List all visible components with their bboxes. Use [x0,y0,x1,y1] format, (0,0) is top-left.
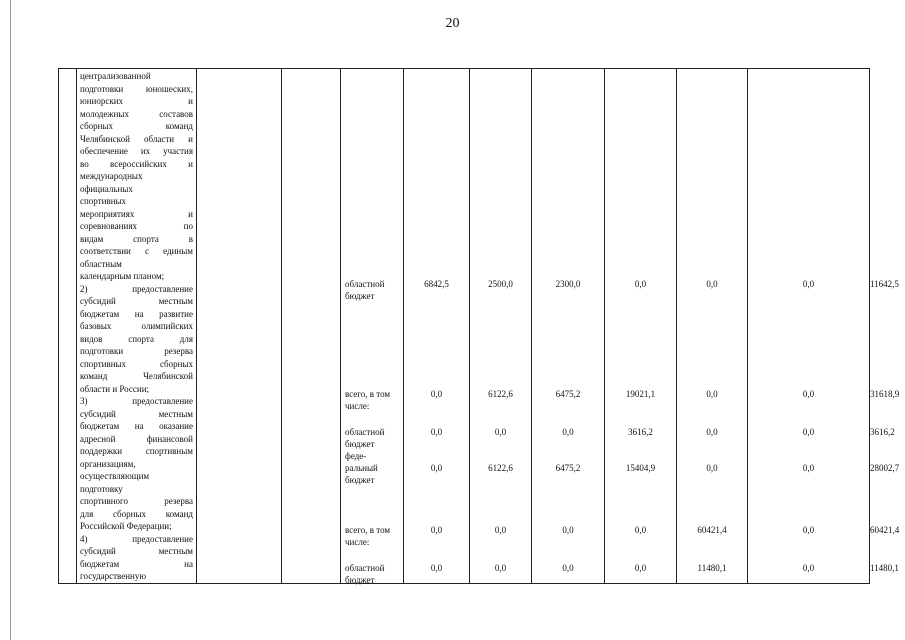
funding-value: 0,0 [634,563,647,573]
funding-value: 0,0 [802,563,815,573]
description-line: для сборных команд [80,508,193,519]
funding-value: 0,0 [494,525,507,535]
description-line: 4) предоставление [80,533,193,544]
funding-value: 28002,7 [870,463,900,473]
description-line: во всероссийских и [80,158,193,169]
left-margin-line [10,0,11,640]
value-cell-col2 [470,69,532,584]
value-cell-col4 [605,69,677,584]
funding-value: 0,0 [706,279,718,289]
funding-value: 0,0 [802,525,815,535]
funding-source-label: областной [345,279,385,289]
funding-value: 0,0 [562,525,574,535]
description-line: молодежных составов [80,108,193,119]
description-line: сборных команд [80,121,193,131]
funding-value: 11480,1 [870,563,899,573]
description-line: организациям, [80,458,136,469]
description-line: подготовки резерва [80,346,193,356]
funding-source-cell [341,69,404,584]
description-line: спортивных [80,196,127,206]
funding-value: 2500,0 [488,279,513,289]
funding-value: 19021,1 [625,389,656,399]
value-cell-col6 [748,69,870,584]
description-line: обеспечение их участия [80,146,193,156]
period-cell [282,69,341,584]
description-line: соревнованиях по [80,221,193,231]
funding-value: 6122,6 [488,389,513,399]
value-cell-col1 [404,69,470,584]
description-line: видов спорта для [80,333,193,344]
table-row [59,69,870,584]
description-line: базовых олимпийских [80,321,193,331]
funding-value: 0,0 [430,563,443,573]
description-line: команд Челябинской [80,371,193,381]
funding-source-label: феде- [345,451,367,461]
funding-value: 6475,2 [555,389,581,399]
funding-value: 0,0 [430,463,443,473]
funding-source-label: ральный [345,463,378,473]
budget-table-wrapper [58,68,900,585]
funding-value: 0,0 [706,389,718,399]
funding-value: 0,0 [634,525,647,535]
funding-value: 60421,4 [870,525,900,535]
funding-value: 15404,9 [625,463,656,473]
funding-value: 0,0 [562,427,574,437]
funding-value: 0,0 [494,563,507,573]
funding-value: 0,0 [802,427,815,437]
funding-value: 0,0 [494,427,507,437]
description-line: субсидий местным [80,296,193,306]
description-line: централизованной [80,71,151,81]
description-line: бюджетам на развитие [80,308,193,319]
funding-value: 0,0 [802,279,815,289]
description-line: областным [80,258,122,269]
description-line: спортивных сборных [80,358,193,369]
funding-source-label: областной [345,427,385,437]
funding-value: 0,0 [706,463,718,473]
funding-value: 0,0 [706,427,718,437]
description-line: поддержки спортивным [80,446,193,456]
description-text [80,70,193,583]
description-line: Российской Федерации; [80,521,172,531]
funding-value: 11642,5 [870,279,899,289]
funding-source-label: числе: [345,537,370,547]
description-cell [77,69,197,584]
funding-value: 0,0 [802,463,815,473]
description-line: бюджетам на [80,558,193,569]
description-line: бюджетам на оказание [80,421,193,431]
funding-source-label: бюджет [345,439,375,449]
description-line: мероприятиях и [80,208,193,219]
funding-value: 6475,2 [555,463,581,473]
funding-source-label: всего, в том [345,389,391,399]
description-line: осуществляющим [80,471,150,481]
description-line: Челябинской области и [80,133,193,144]
funding-value: 60421,4 [697,525,727,535]
description-line: официальных [80,183,133,194]
funding-source-label: бюджет [345,575,375,585]
description-line: адресной финансовой [80,433,193,444]
description-line: 3) предоставление [80,396,193,406]
value-cell-col5 [677,69,748,584]
description-line: видам спорта в [80,233,193,244]
description-line: юниорских и [80,96,193,106]
funding-value: 3616,2 [628,427,653,437]
description-line: подготовки юношеских, [80,83,193,94]
description-line: субсидий местным [80,408,193,419]
funding-value: 6842,5 [424,279,449,289]
budget-table [58,68,900,585]
description-line: области и России; [80,383,150,394]
funding-value: 2300,0 [555,279,581,289]
description-line: спортивного резерва [80,496,193,506]
funding-value: 0,0 [634,279,647,289]
page-number: 20 [445,16,460,31]
funding-value: 0,0 [562,563,574,573]
executor-cell [197,69,282,584]
funding-source-label: областной [345,563,385,573]
funding-value: 0,0 [430,427,443,437]
description-line: календарным планом; [80,271,165,281]
description-line: международных [80,171,143,181]
funding-source-label: всего, в том [345,525,391,535]
funding-source-label: бюджет [345,475,375,485]
description-line: соответствии с единым [80,246,193,256]
funding-value: 3616,2 [870,427,895,437]
funding-value: 0,0 [802,389,815,399]
funding-value: 6122,6 [488,463,513,473]
description-line: подготовку [80,483,123,494]
funding-source-label: числе: [345,401,370,411]
funding-source-label: бюджет [345,291,375,301]
funding-value: 0,0 [430,389,443,399]
funding-value: 11480,1 [697,563,727,573]
description-line: субсидий местным [80,546,193,556]
value-cell-col3 [532,69,605,584]
description-line: 2) предоставление [80,283,193,294]
funding-value: 31618,9 [870,389,900,399]
funding-value: 0,0 [430,525,443,535]
index-cell [59,69,77,584]
description-line: государственную [80,571,147,581]
